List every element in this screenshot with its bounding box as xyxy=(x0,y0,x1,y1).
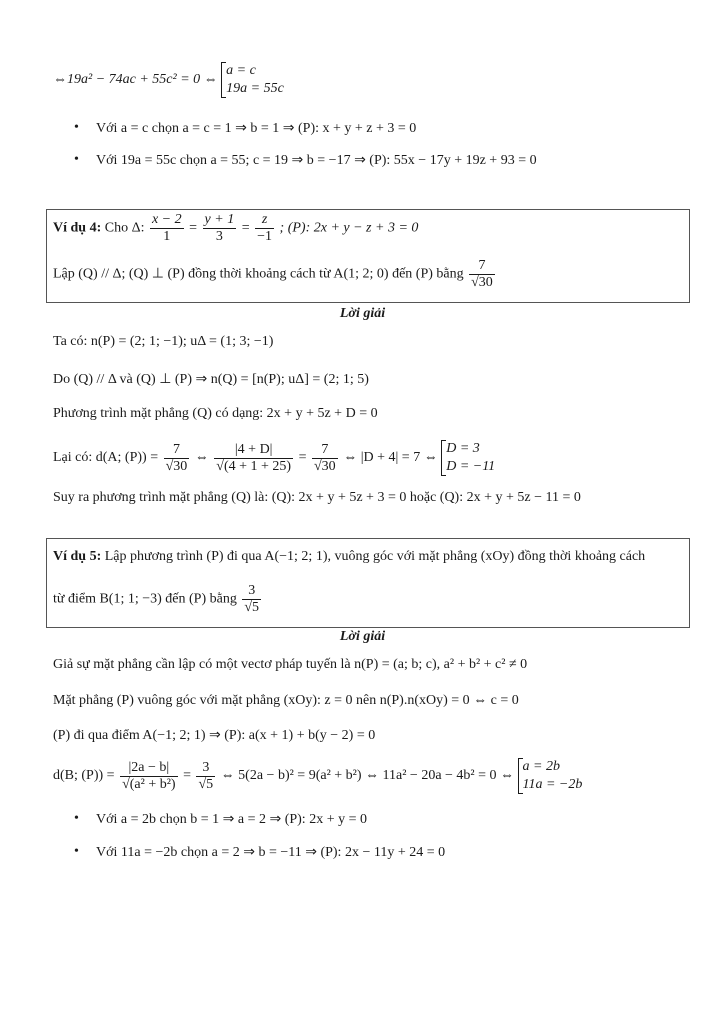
fraction: $\frac{|4 + D|}{√(4 + 1 + 25)}$ xyxy=(216,441,292,474)
fraction: $\frac{y + 1}{3}$ xyxy=(204,212,235,244)
fraction: $\frac{7}{√30}$ xyxy=(165,441,188,474)
ex5-step-4: d(B; (P)) = $\frac{|2a - b|}{\text{√(a² + b²)}}$ = $\frac{3}{√5}$ ⇔ 5(2a − b)² = 9(a² + b²) ⇔ 11a² − 20a − 4b² = 0 ⇔ a = 2b 11a = −2b xyxy=(53,759,583,792)
ex5-step-2: Mặt phẳng (P) vuông góc với mặt phẳng (xOy): z = 0 nên n(P).n(xOy) = 0 ⇔ c = 0 xyxy=(53,693,519,708)
ex4-step-1: Ta có: n(P) = (2; 1; −1); uΔ = (1; 3; −1) xyxy=(53,334,274,349)
ex5-bullet-1: • Với a = 2b chọn b = 1 ⇒ a = 2 ⇒ (P): 2x + y = 0 xyxy=(76,811,367,828)
ex5-bullet-2: • Với 11a = −2b chọn a = 2 ⇒ b = −11 ⇒ (P): 2x − 11y + 24 = 0 xyxy=(76,844,445,861)
example-5-line-2: từ điểm B(1; 1; −3) đến (P) bằng $\frac{3}{√5}$ xyxy=(53,583,260,615)
example-5-line-1: Ví dụ 5: Lập phương trình (P) đi qua A(−1; 2; 1), vuông góc với mặt phẳng (xOy) đồng thời khoảng cách xyxy=(53,549,646,564)
fraction: $\frac{x - 2}{1}$ xyxy=(151,212,182,244)
fraction: $\frac{3}{√5}$ xyxy=(198,759,214,792)
fraction: $\frac{3}{√5}$ xyxy=(244,583,260,615)
ex4-conclusion: Suy ra phương trình mặt phẳng (Q) là: (Q): 2x + y + 5z + 3 = 0 hoặc (Q): 2x + y + 5z − 11 = 0 xyxy=(53,490,581,505)
fraction: $\frac{|2a - b|}{\text{√(a² + b²)}}$ xyxy=(122,759,176,792)
ex5-step-1: Giả sự mặt phẳng cần lập có một vectơ pháp tuyến là n(P) = (a; b; c), a² + b² + c² ≠ 0 xyxy=(53,657,528,672)
bullet-case-2: • Với 19a = 55c chọn a = 55; c = 19 ⇒ b = −17 ⇒ (P): 55x − 17y + 19z + 93 = 0 xyxy=(76,152,537,169)
case-bracket: a = c 19a = 55c xyxy=(221,62,284,98)
example-4-line-2: Lập (Q) // Δ; (Q) ⊥ (P) đồng thời khoảng cách từ A(1; 2; 0) đến (P) bằng $\frac{7}{√30}$ xyxy=(53,258,493,290)
example-4-line-1: Ví dụ 4: Cho Δ: $\frac{x - 2}{1}$ = $\frac{y + 1}{3}$ = $\frac{z}{-1}$ ; (P): 2x + y − z + 3 = 0 xyxy=(53,212,419,244)
fraction: $\frac{7}{√30}$ xyxy=(314,441,336,474)
ex4-step-4: Lại có: d(A; (P)) = $\frac{7}{√30}$ ⇔ $\frac{|4 + D|}{√(4 + 1 + 25)}$ = $\frac{7}{√30}$ ⇔ |D + 4| = 7 ⇔ D = 3 D = −11 xyxy=(53,441,496,474)
ex4-step-3: Phương trình mặt phẳng (Q) có dạng: 2x + y + 5z + D = 0 xyxy=(53,406,378,421)
ex5-step-3: (P) đi qua điểm A(−1; 2; 1) ⇒ (P): a(x + 1) + b(y − 2) = 0 xyxy=(53,728,376,743)
bullet-case-1: • Với a = c chọn a = c = 1 ⇒ b = 1 ⇒ (P): x + y + z + 3 = 0 xyxy=(76,120,416,137)
fraction: $\frac{z}{-1}$ xyxy=(257,212,273,244)
solution-title-5: Lời giải xyxy=(339,629,386,644)
case-bracket: a = 2b 11a = −2b xyxy=(518,758,583,794)
case-bracket: D = 3 D = −11 xyxy=(441,440,495,476)
ex4-step-2: Do (Q) // Δ và (Q) ⊥ (P) ⇒ n(Q) = [n(P); uΔ] = (2; 1; 5) xyxy=(53,372,369,387)
solution-title-4: Lời giải xyxy=(339,306,386,321)
fraction: $\frac{7}{√30}$ xyxy=(471,258,493,290)
equation-quadratic: ⇔19a² − 74ac + 55c² = 0 ⇔ a = c 19a = 55c xyxy=(53,63,284,96)
